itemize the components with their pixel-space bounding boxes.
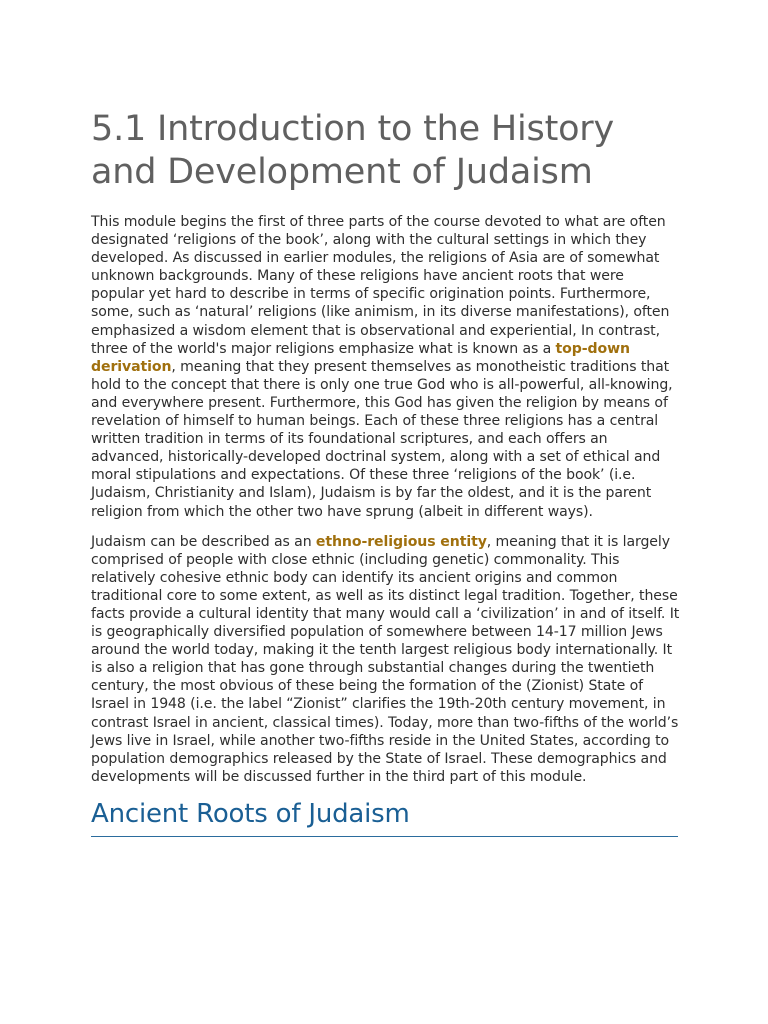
intro-text-start: This module begins the first of three parts of the course devoted to what are often designated ‘religions of the book’, along with the cultural settings in which they developed. As discussed in earlier modules, the religions of Asia are of somewhat unknown backgrounds. Many of these religions have ancient roots that were popular yet hard to describe in terms of specific origination points. Furthermore, some, such as ‘natural’ religions (like animism, in its diverse manifestations), often emphasized a wisdom element that is observational and experiential, In contrast, three of the world's major religions emphasize what is known as a bbox=[91, 214, 670, 357]
intro-text-end: , meaning that they present themselves as monotheistic traditions that hold to the concept that there is only one true God who is all-powerful, all-knowing, and everywhere present. Furthermore, this God has given the religion by means of revelation of himself to human beings. Each of these three religions has a central written tradition in terms of its foundational scriptures, and each offers an advanced, historically-developed doctrinal system, along with a set of ethical and moral stipulations and expectations. Of these three ‘religions of the book’ (i.e. Judaism, Christianity and Islam), Judaism is by far the oldest, and it is the parent religion from which the other two have sprung (albeit in different ways). bbox=[91, 358, 673, 520]
key-term-top-down-derivation: top-down derivation bbox=[91, 340, 630, 375]
section-heading: Ancient Roots of Judaism bbox=[91, 798, 410, 829]
ethno-religious-paragraph bbox=[91, 533, 681, 786]
intro-paragraph bbox=[91, 213, 681, 521]
document-page bbox=[91, 108, 681, 837]
section-heading-rule bbox=[91, 836, 678, 837]
page-title: 5.1 Introduction to the History and Development of Judaism bbox=[91, 109, 615, 192]
ethno-text-start: Judaism can be described as an bbox=[91, 533, 316, 550]
ethno-text-end: , meaning that it is largely comprised of people with close ethnic (including genetic) commonality. This relatively cohesive ethnic body can identify its ancient origins and common traditional core to some extent, as well as its distinct legal tradition. Together, these facts provide a cultural identity that many would call a ‘civilization’ in and of itself. It is geographically diversified population of somewhere between 14-17 million Jews around the world today, making it the tenth largest religious body internationally. It is also a religion that has gone through substantial changes during the twentieth century, the most obvious of these being the formation of the (Zionist) State of Israel in 1948 (i.e. the label “Zionist” clarifies the 19th-20th century movement, in contrast Israel in ancient, classical times). Today, more than two-fifths of the world’s Jews live in Israel, while another two-fifths reside in the United States, according to population demographics released by the State of Israel. These demographics and developments will be discussed further in the third part of this module. bbox=[91, 533, 680, 785]
key-term-ethno-religious-entity: ethno-religious entity bbox=[315, 533, 487, 550]
